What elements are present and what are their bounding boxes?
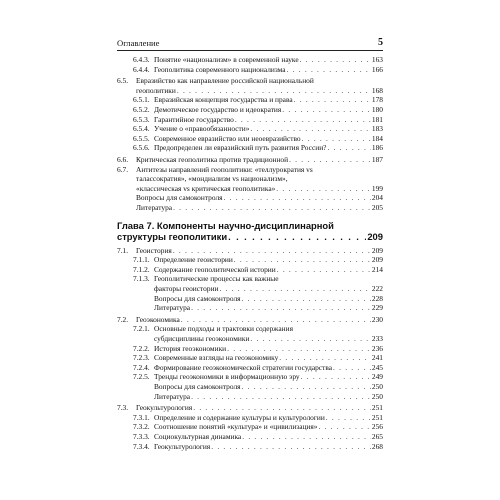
- dot-leader: [234, 255, 371, 265]
- entry-page-number: 214: [371, 264, 383, 274]
- entry-title-line: Современные взгляды на геоэкономику: [154, 353, 279, 363]
- entry-title: [117, 372, 383, 382]
- toc-entry[interactable]: [117, 294, 383, 304]
- toc-entry[interactable]: [117, 422, 383, 432]
- entry-page-number: 251: [371, 403, 383, 413]
- entry-number: 7.2.5.: [133, 372, 150, 382]
- running-header: [117, 36, 383, 50]
- entry-last-line: [154, 422, 383, 432]
- entry-title: [117, 432, 383, 442]
- toc-entry[interactable]: [117, 105, 383, 115]
- entry-last-line: [136, 155, 383, 165]
- entry-title-line: Определение и содержание культуры и культурологии: [154, 412, 325, 422]
- entry-title-line: геополитики: [136, 85, 176, 95]
- chapter-page-number: 209: [367, 231, 383, 243]
- entry-number: 7.2.: [117, 314, 129, 324]
- entry-title: [117, 353, 383, 363]
- entry-last-line: [136, 203, 383, 213]
- entry-title-line: Евразийская концепция государства и права: [154, 95, 293, 105]
- entry-title-line: Геополитика современного национализма: [154, 64, 286, 74]
- entry-title-line: Формирование геоэкономической стратегии государства: [154, 362, 332, 372]
- entry-title-line: «классическая vs критическая геополитика»: [136, 183, 276, 193]
- toc-entry[interactable]: [117, 363, 383, 373]
- toc-entry[interactable]: [117, 315, 383, 325]
- entry-title-line: Литература: [154, 391, 191, 401]
- toc-entry[interactable]: [117, 353, 383, 363]
- toc-entry[interactable]: [117, 65, 383, 75]
- entry-title: [117, 294, 383, 304]
- entry-title-line: Геоэкономика: [136, 314, 180, 324]
- entry-page-number: 186: [371, 143, 383, 153]
- toc-entry[interactable]: [117, 76, 383, 95]
- dot-leader: [250, 334, 371, 344]
- entry-number: 7.3.1.: [133, 412, 150, 422]
- entry-page-number: 184: [371, 133, 383, 143]
- entry-last-line: [154, 95, 383, 105]
- entry-title-line: Социокультурная динамика: [154, 431, 242, 441]
- entry-last-line: [136, 86, 383, 96]
- dot-leader: [327, 143, 370, 153]
- entry-page-number: 178: [371, 95, 383, 105]
- dot-leader: [227, 344, 371, 354]
- entry-last-line: [154, 303, 383, 313]
- page-number: 5: [378, 37, 383, 48]
- dot-leader: [294, 95, 371, 105]
- entry-number: 6.5.4.: [133, 124, 150, 134]
- dot-leader: [287, 65, 371, 75]
- entry-number: 6.4.3.: [133, 55, 150, 64]
- toc-entry[interactable]: [117, 193, 383, 203]
- toc-entry[interactable]: [117, 95, 383, 105]
- entry-number: 7.3.: [117, 403, 129, 413]
- entry-title-line: субдисциплины геоэкономики: [154, 334, 250, 344]
- entry-title-line: Тренды геоэкономики в информационную эру: [154, 372, 300, 382]
- toc-entry[interactable]: [117, 203, 383, 213]
- entry-last-line: [154, 134, 383, 144]
- entry-number: 7.3.2.: [133, 422, 150, 432]
- entry-page-number: 268: [371, 441, 383, 451]
- entry-title-line: Геоистория: [136, 245, 172, 255]
- dot-leader: [333, 363, 371, 373]
- entry-title-line: Критическая геополитика против традиционной: [136, 154, 289, 164]
- dot-leader: [219, 284, 370, 294]
- entry-title: [117, 55, 383, 65]
- dot-leader: [242, 294, 371, 304]
- entry-title-line: Вопросы для самоконтроля: [154, 293, 241, 303]
- entry-number: 7.1.2.: [133, 264, 150, 274]
- entry-number: 7.1.: [117, 245, 129, 255]
- dot-leader: [282, 105, 371, 115]
- entry-last-line: [136, 315, 383, 325]
- entry-page-number: 256: [371, 422, 383, 432]
- dot-leader: [302, 134, 371, 144]
- entry-page-number: 168: [371, 85, 383, 95]
- dot-leader: [300, 55, 371, 65]
- entry-title: [117, 76, 383, 95]
- entry-title: [117, 124, 383, 134]
- chapter-title-line: Глава 7. Компоненты научно-дисциплинарной: [117, 219, 334, 231]
- entry-title: [117, 246, 383, 256]
- toc-entry[interactable]: [117, 432, 383, 442]
- dot-leader: [301, 372, 371, 382]
- toc-entry[interactable]: [117, 55, 383, 65]
- entry-page-number: 236: [371, 343, 383, 353]
- dot-leader: [224, 193, 371, 203]
- entry-title-line: Евразийство как направление российской национальной: [136, 76, 314, 86]
- entry-number: 7.2.2.: [133, 343, 150, 353]
- entry-page-number: 233: [371, 334, 383, 344]
- entry-page-number: 222: [371, 284, 383, 294]
- entry-title-line: Предопределен ли евразийский путь развития России?: [154, 143, 327, 153]
- entry-title-line: Современное евразийство или неоевразийство: [154, 133, 301, 143]
- entry-title: [117, 255, 383, 265]
- entry-page-number: 230: [371, 314, 383, 324]
- entry-title: [117, 344, 383, 354]
- entry-number: 7.2.1.: [133, 324, 150, 334]
- entry-number: 6.5.2.: [133, 104, 150, 114]
- entry-title: [117, 265, 383, 275]
- entry-last-line: [154, 294, 383, 304]
- entry-last-line: [136, 184, 383, 194]
- entry-last-line: [154, 432, 383, 442]
- entry-title-line: Вопросы для самоконтроля: [154, 382, 241, 391]
- dot-leader: [191, 392, 371, 402]
- toc-entry[interactable]: [117, 143, 383, 153]
- entry-number: 7.1.3.: [133, 274, 150, 284]
- toc-entry[interactable]: [117, 124, 383, 134]
- entry-page-number: 209: [371, 245, 383, 255]
- dot-leader: [250, 124, 371, 134]
- chapter-title-line: структуры геополитики: [117, 231, 228, 243]
- entry-page-number: 249: [371, 372, 383, 382]
- toc-entry[interactable]: [117, 324, 383, 343]
- entry-last-line: [136, 403, 383, 413]
- entry-page-number: 229: [371, 303, 383, 313]
- dot-leader: [318, 422, 370, 432]
- entry-last-line: [154, 363, 383, 373]
- toc-entry[interactable]: [117, 115, 383, 125]
- entry-title-line: факторы геоистории: [154, 284, 219, 294]
- entry-title-line: Литература: [154, 303, 191, 313]
- entry-last-line: [154, 65, 383, 75]
- dot-leader: [326, 413, 371, 423]
- entry-last-line: [154, 255, 383, 265]
- entry-number: 6.5.: [117, 76, 129, 86]
- dot-leader: [177, 86, 371, 96]
- entry-last-line: [154, 265, 383, 275]
- entry-title: [117, 382, 383, 392]
- entry-page-number: 187: [371, 154, 383, 164]
- dot-leader: [279, 353, 371, 363]
- dot-leader: [242, 382, 371, 392]
- toc-entry[interactable]: [117, 442, 383, 452]
- entry-title: [117, 303, 383, 313]
- entry-title-line: Определение геоистории: [154, 255, 233, 265]
- entry-number: 6.5.3.: [133, 114, 150, 124]
- entry-last-line: [154, 413, 383, 423]
- entry-title: [117, 95, 383, 105]
- entry-page-number: 265: [371, 431, 383, 441]
- entry-page-number: 163: [371, 55, 383, 64]
- dot-leader: [289, 155, 371, 165]
- entry-page-number: 209: [371, 255, 383, 265]
- entry-number: 6.5.1.: [133, 95, 150, 105]
- toc-entry[interactable]: [117, 303, 383, 313]
- dot-leader: [173, 246, 371, 256]
- entry-number: 7.2.4.: [133, 362, 150, 372]
- entry-number: 7.3.4.: [133, 441, 150, 451]
- entry-title-line: Понятие «национализм» в современной науке: [154, 55, 299, 64]
- entry-page-number: 181: [371, 114, 383, 124]
- entry-title: [117, 403, 383, 413]
- dot-leader: [235, 115, 371, 125]
- dot-leader: [276, 184, 371, 194]
- entry-title-line: Учение о «правообязанности»: [154, 124, 250, 134]
- entry-number: 7.3.3.: [133, 431, 150, 441]
- entry-number: 6.6.: [117, 154, 129, 164]
- entry-title-line: Геокультурология: [154, 441, 211, 451]
- entry-title: [117, 315, 383, 325]
- entry-title: [117, 193, 383, 203]
- entry-number: 7.2.3.: [133, 353, 150, 363]
- entry-title-line: Вопросы для самоконтроля: [136, 193, 223, 203]
- toc-entry[interactable]: [117, 265, 383, 275]
- entry-title-line: Литература: [136, 202, 173, 212]
- entry-last-line: [154, 392, 383, 402]
- entry-page-number: 166: [371, 64, 383, 74]
- toc-entry[interactable]: [117, 246, 383, 256]
- entry-page-number: 250: [371, 382, 383, 391]
- entry-title: [117, 155, 383, 165]
- entry-title-line: Основные подходы и трактовки содержания: [154, 324, 293, 334]
- entry-page-number: 205: [371, 202, 383, 212]
- dot-leader: [193, 403, 371, 413]
- toc-entry[interactable]: [117, 403, 383, 413]
- entry-page-number: 228: [371, 293, 383, 303]
- entry-title-line: Антитезы направлений геополитики: «теллурократия vs: [136, 164, 313, 174]
- dot-leader: [181, 315, 371, 325]
- toc-entry[interactable]: [117, 413, 383, 423]
- dot-leader: [173, 203, 371, 213]
- entry-last-line: [154, 344, 383, 354]
- entry-last-line: [154, 372, 383, 382]
- toc-entry[interactable]: [117, 134, 383, 144]
- dot-leader: [228, 231, 366, 243]
- entry-title-line: талассократия», «мондиализм vs национализм»,: [136, 174, 288, 184]
- entry-page-number: 180: [371, 104, 383, 114]
- entry-last-line: [154, 353, 383, 363]
- entry-last-line: [154, 115, 383, 125]
- entry-title-line: Содержание геополитической истории: [154, 264, 276, 274]
- dot-leader: [242, 432, 371, 442]
- entry-last-line: [154, 105, 383, 115]
- chapter-last-line: [117, 231, 383, 243]
- entry-title: [117, 203, 383, 213]
- entry-title: [117, 115, 383, 125]
- entry-page-number: 204: [371, 193, 383, 203]
- entry-title: [117, 413, 383, 423]
- entry-title: [117, 442, 383, 452]
- entry-last-line: [136, 193, 383, 203]
- toc-entry[interactable]: [117, 382, 383, 392]
- entry-title-line: История геоэкономики: [154, 343, 227, 353]
- entry-title: [117, 165, 383, 194]
- entry-last-line: [136, 246, 383, 256]
- entry-title: [117, 65, 383, 75]
- entry-title: [117, 143, 383, 153]
- table-of-contents: [117, 55, 383, 451]
- entry-title-line: Гарантийное государство: [154, 114, 234, 124]
- entry-last-line: [154, 55, 383, 65]
- entry-page-number: 250: [371, 391, 383, 401]
- entry-title: [117, 422, 383, 432]
- entry-last-line: [154, 334, 383, 344]
- entry-title-line: Соотношение понятий «культура» и «цивилизация»: [154, 422, 318, 432]
- chapter-heading[interactable]: [117, 220, 383, 243]
- entry-last-line: [154, 143, 383, 153]
- entry-last-line: [154, 124, 383, 134]
- entry-number: 6.4.4.: [133, 64, 150, 74]
- entry-number: 7.1.1.: [133, 255, 150, 265]
- toc-entry[interactable]: [117, 255, 383, 265]
- toc-entry[interactable]: [117, 392, 383, 402]
- toc-entry[interactable]: [117, 274, 383, 293]
- dot-leader: [191, 303, 371, 313]
- running-header-title: Оглавление: [117, 38, 160, 48]
- entry-page-number: 183: [371, 124, 383, 134]
- entry-page-number: 251: [371, 412, 383, 422]
- entry-number: 6.5.6.: [133, 143, 150, 153]
- entry-title: [117, 274, 383, 293]
- entry-title: [117, 324, 383, 343]
- entry-title: [117, 105, 383, 115]
- entry-page-number: 241: [371, 353, 383, 363]
- entry-last-line: [154, 382, 383, 392]
- toc-entry[interactable]: [117, 155, 383, 165]
- header-rule: [117, 50, 383, 51]
- entry-title-line: Геокультурология: [136, 403, 193, 413]
- entry-page-number: 199: [371, 183, 383, 193]
- entry-number: 6.7.: [117, 164, 129, 174]
- entry-page-number: 245: [371, 362, 383, 372]
- entry-title-line: Демотическое государство и идеократия: [154, 104, 282, 114]
- toc-entry[interactable]: [117, 165, 383, 194]
- entry-title: [117, 134, 383, 144]
- entry-title: [117, 363, 383, 373]
- dot-leader: [211, 442, 371, 452]
- entry-number: 6.5.5.: [133, 133, 150, 143]
- toc-entry[interactable]: [117, 372, 383, 382]
- entry-last-line: [154, 442, 383, 452]
- entry-title-line: Геополитические процессы как важные: [154, 274, 279, 284]
- toc-entry[interactable]: [117, 344, 383, 354]
- dot-leader: [277, 265, 371, 275]
- entry-last-line: [154, 284, 383, 294]
- entry-title: [117, 392, 383, 402]
